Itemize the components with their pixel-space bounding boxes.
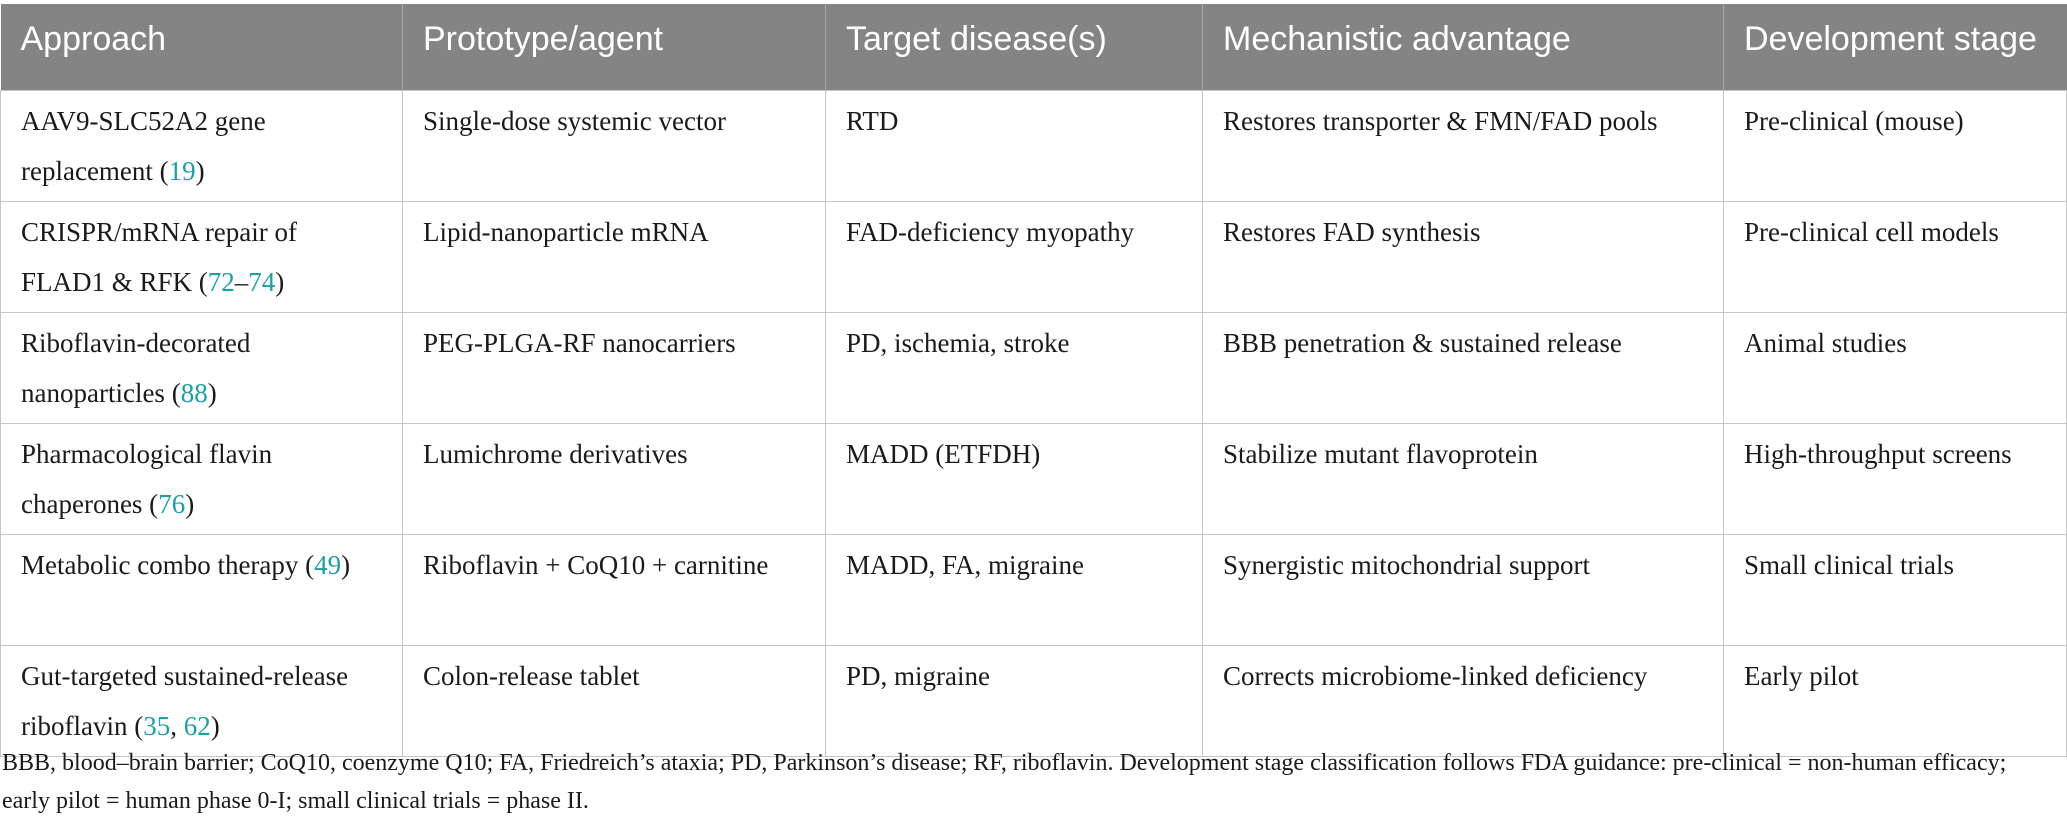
citation-separator: , [170,710,184,741]
header-row [1,4,2067,90]
cell-target-disease: RTD [826,90,1203,201]
cell-development-stage: Animal studies [1724,312,2067,423]
table-container [0,4,2066,757]
citation-close: ) [275,266,285,297]
cell-development-stage: Small clinical trials [1724,534,2067,645]
cell-development-stage: Early pilot [1724,645,2067,756]
cell-approach [1,645,403,756]
data-table [0,4,2067,757]
cell-prototype-agent: PEG-PLGA-RF nanocarriers [403,312,826,423]
approach-text: Riboflavin-decorated nanoparticles ( [21,327,251,408]
table-row [1,645,2067,756]
cell-target-disease: FAD-deficiency myopathy [826,201,1203,312]
header-prototype-agent: Prototype/agent [403,4,826,90]
approach-text: CRISPR/mRNA repair of FLAD1 & RFK ( [21,216,298,297]
cell-prototype-agent: Single-dose systemic vector [403,90,826,201]
citation-close: ) [207,377,217,408]
citation-link[interactable]: 35 [143,710,171,741]
cell-target-disease: MADD (ETFDH) [826,423,1203,534]
cell-target-disease: MADD, FA, migraine [826,534,1203,645]
table-row [1,423,2067,534]
citation-link[interactable]: 19 [168,155,196,186]
cell-mechanistic-advantage: Restores FAD synthesis [1203,201,1724,312]
table-row [1,90,2067,201]
citation-link[interactable]: 72 [207,266,235,297]
table-footnote: BBB, blood–brain barrier; CoQ10, coenzyme Q10; FA, Friedreich’s ataxia; PD, Parkinson’s disease; RF, riboflavin. Development stage classification follows FDA guidance: pre-clinical = non-human efficacy; early pilot = human phase 0-I; small clinical trials = phase II. [2,750,2007,814]
citation-close: ) [210,710,220,741]
cell-target-disease: PD, ischemia, stroke [826,312,1203,423]
cell-approach [1,423,403,534]
cell-approach [1,90,403,201]
table-row [1,312,2067,423]
header-development-stage: Development stage [1724,4,2067,90]
cell-prototype-agent: Lumichrome derivatives [403,423,826,534]
header-mechanistic-advantage: Mechanistic advantage [1203,4,1724,90]
table-row [1,201,2067,312]
citation-link[interactable]: 49 [314,549,342,580]
table-body [1,90,2067,756]
header-target-diseases: Target disease(s) [826,4,1203,90]
cell-development-stage: Pre-clinical cell models [1724,201,2067,312]
cell-mechanistic-advantage: Restores transporter & FMN/FAD pools [1203,90,1724,201]
citation-separator: – [234,266,249,297]
approach-text: AAV9-SLC52A2 gene replacement ( [21,105,266,186]
citation-close: ) [185,488,195,519]
cell-mechanistic-advantage: Corrects microbiome-linked deficiency [1203,645,1724,756]
approach-text: Gut-targeted sustained-release riboflavin ( [21,660,349,741]
cell-development-stage: Pre-clinical (mouse) [1724,90,2067,201]
cell-mechanistic-advantage: Synergistic mitochondrial support [1203,534,1724,645]
citation-close: ) [341,549,351,580]
citation-link[interactable]: 62 [183,710,211,741]
cell-approach [1,201,403,312]
cell-approach [1,534,403,645]
citation-link[interactable]: 88 [180,377,208,408]
cell-target-disease: PD, migraine [826,645,1203,756]
cell-mechanistic-advantage: BBB penetration & sustained release [1203,312,1724,423]
citation-close: ) [195,155,205,186]
citation-link[interactable]: 74 [248,266,276,297]
table-row [1,534,2067,645]
cell-approach [1,312,403,423]
approach-text: Pharmacological flavin chaperones ( [21,438,273,519]
header-approach: Approach [1,4,403,90]
cell-development-stage: High-throughput screens [1724,423,2067,534]
cell-prototype-agent: Lipid-nanoparticle mRNA [403,201,826,312]
cell-mechanistic-advantage: Stabilize mutant flavoprotein [1203,423,1724,534]
cell-prototype-agent: Colon-release tablet [403,645,826,756]
approach-text: Metabolic combo therapy ( [21,549,315,580]
citation-link[interactable]: 76 [158,488,186,519]
table-header [1,4,2067,90]
cell-prototype-agent: Riboflavin + CoQ10 + carnitine [403,534,826,645]
